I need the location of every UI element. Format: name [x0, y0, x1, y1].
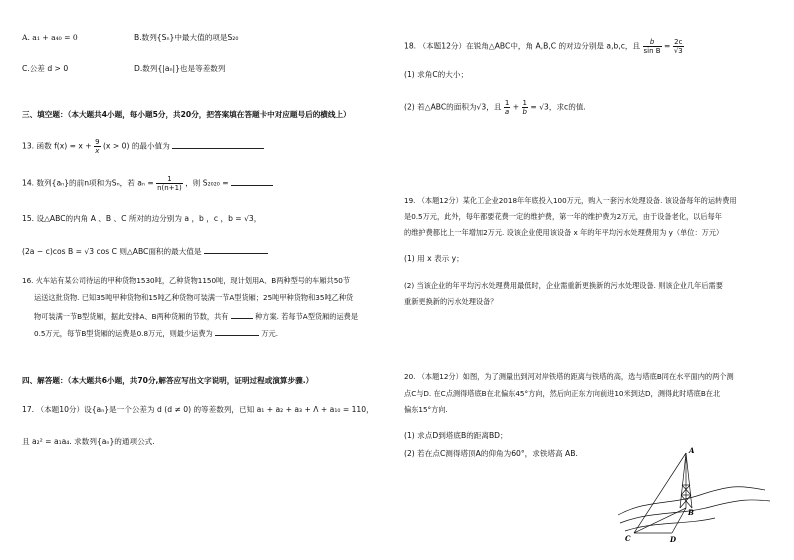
- question-20-line3: 偏东15°方向.: [404, 405, 448, 414]
- q14-prefix: 14. 数列{aₙ}的前n项和为Sₙ，若 aₙ =: [22, 178, 154, 188]
- label-a: A: [689, 446, 695, 455]
- question-14: [22, 175, 273, 192]
- q18-f1-den: sin B: [643, 47, 661, 55]
- question-17-line2: 且 a₂² = a₁a₄. 求数列{aₙ}的通项公式.: [22, 437, 155, 446]
- question-20-part1: (1) 求点D到塔底B的距离BD；: [404, 431, 508, 440]
- question-19-line2: 是0.5万元，此外，每年都要花费一定的维护费，第一年的维护费为2万元，由于设备老化，以后每年: [404, 212, 722, 221]
- section-4-header: 四、解答题：（本大题共6小题，共70分,解答应写出文字说明，证明过程或演算步骤.）: [22, 376, 314, 385]
- question-15-line2: [22, 245, 268, 257]
- q13-frac-num: 9: [95, 138, 100, 146]
- question-17-line1: 17. （本题10分）设{aₙ}是一个公差为 d (d ≠ 0) 的等差数列，已知 a₁ + a₂ + a₃ + Λ + a₁₀ = 110，: [22, 405, 374, 414]
- question-19-part1: (1) 用 x 表示 y；: [404, 254, 464, 263]
- option-d: D.数列{|aₙ|}也是等差数列: [134, 64, 226, 73]
- q13-fraction: [94, 138, 100, 155]
- q16-line4b-text: 万元.: [261, 329, 278, 338]
- label-c: C: [625, 534, 631, 543]
- q18-p2-f2-den: b: [522, 108, 527, 116]
- tower-brace-4: [680, 495, 691, 508]
- q14-frac-den: n(n+1): [157, 184, 182, 192]
- option-b: B.数列{Sₙ}中最大值的项是S₂₀: [134, 33, 239, 42]
- q14-answer-blank[interactable]: [231, 177, 273, 186]
- question-15-line1: 15. 设△ABC的内角 A 、B 、C 所对的边分别为 a ，b ，c ，b = √3，: [22, 214, 262, 223]
- q18-p2-f1-num: 1: [504, 99, 510, 107]
- label-d: D: [670, 535, 677, 544]
- question-19-line1: 19. （本题12分）某化工企业2018年年底投入100万元，购入一套污水处理设备. 该设备每年的运转费用: [404, 196, 737, 205]
- q15-line2-text: (2a − c)cos B = √3 cos C 则△ABC面积的最大值是: [22, 247, 202, 256]
- q16-line4-text: 0.5万元，每节B型货厢的运费是0.8万元，则最少运费为: [34, 329, 213, 338]
- question-16-line4: [34, 327, 278, 339]
- q16-line3-text: 物可装满一节B型货厢，据此安排A、B两种货厢的节数，共有: [34, 312, 229, 321]
- q15-answer-blank[interactable]: [204, 245, 268, 254]
- question-20-line2: 点C与D. 在C点测得塔底B在北偏东45°方向，然后向正东方向前进10米到达D，测得此时塔底B在北: [404, 389, 721, 398]
- q18-p2-f2-num: 1: [522, 99, 527, 107]
- q18-f1-num: b: [643, 38, 662, 47]
- question-20-part2: (2) 若在点C测得塔顶A的仰角为60°，求铁塔高 AB.: [404, 449, 578, 458]
- question-20-line1: 20. （本题12分）如图，为了测量出到河对岸铁塔的距离与铁塔的高，选与塔底B同在水平面内的两个测: [404, 372, 734, 381]
- question-18-line1: [404, 38, 684, 55]
- q18-p2-plus: +: [512, 102, 520, 112]
- tower-brace-3: [681, 495, 692, 508]
- q13-frac-den: x: [95, 147, 100, 155]
- q14-fraction: [156, 175, 183, 192]
- label-b: B: [688, 508, 694, 517]
- option-a: A. a₁ + a₄₀ = 0: [22, 33, 78, 42]
- question-16-line1: 16. 火车站有某公司待运的甲种货物1530吨，乙种货物1150吨，现计划用A、B两种型号的车厢共50节: [22, 276, 351, 285]
- question-16-line3: [34, 310, 358, 322]
- q18-fraction-1: [643, 38, 662, 55]
- question-19-part2-line2: 重新更换新的污水处理设备？: [404, 297, 498, 306]
- q13-answer-blank[interactable]: [172, 140, 264, 149]
- section-3-header: 三、填空题：（本大题共4小题，每小题5分，共20分，把答案填在答题卡中对应题号后的横线上）: [22, 110, 351, 119]
- q13-suffix: (x > 0) 的最小值为: [102, 141, 170, 151]
- question-19-part2-line1: (2) 当该企业的年平均污水处理费用最低时，企业需重新更换新的污水处理设备. 则该企业几年后需要: [404, 281, 723, 290]
- q16-blank-1[interactable]: [231, 310, 253, 319]
- question-16-line2: 运送这批货物. 已知35吨甲种货物和15吨乙种货物可装满一节A型货厢；25吨甲种货物和35吨乙种货: [34, 293, 354, 302]
- q18-equals: =: [664, 41, 671, 51]
- q18-p2-fraction-2: [522, 99, 528, 116]
- q18-fraction-2: [673, 38, 684, 55]
- q14-suffix: ，则 S₂₀₂₀ =: [185, 178, 229, 188]
- q16-blank-2[interactable]: [215, 327, 259, 336]
- q18-line1-text: 18. （本题12分）在锐角△ABC中，角 A,B,C 的对边分别是 a,b,c，且: [404, 41, 641, 51]
- river-wave: [625, 518, 715, 531]
- question-13: [22, 138, 264, 155]
- q18-p2-fraction-1: [504, 99, 510, 116]
- tower-figure: [600, 445, 780, 545]
- q16-line3b-text: 种方案. 若每节A型货厢的运费是: [255, 312, 359, 321]
- q18-p2-prefix: (2) 若△ABC的面积为√3，且: [404, 102, 502, 112]
- q18-f2-num: 2c: [674, 38, 683, 46]
- question-18-part2: [404, 99, 586, 116]
- q18-f2-den: √3: [673, 47, 683, 55]
- sight-line-ca: [634, 453, 686, 533]
- q13-prefix: 13. 函数 f(x) = x +: [22, 141, 92, 151]
- option-c: C.公差 d > 0: [22, 64, 69, 73]
- question-19-line3: 的维护费都比上一年增加2万元. 设该企业使用该设备 x 年的年平均污水处理费用为 y（单位：万元）: [404, 228, 724, 237]
- question-18-part1: (1) 求角C的大小；: [404, 70, 469, 79]
- q18-p2-suffix: = √3，求c的值.: [530, 102, 586, 112]
- q18-p2-f1-den: a: [504, 108, 510, 116]
- q14-frac-num: 1: [156, 175, 183, 184]
